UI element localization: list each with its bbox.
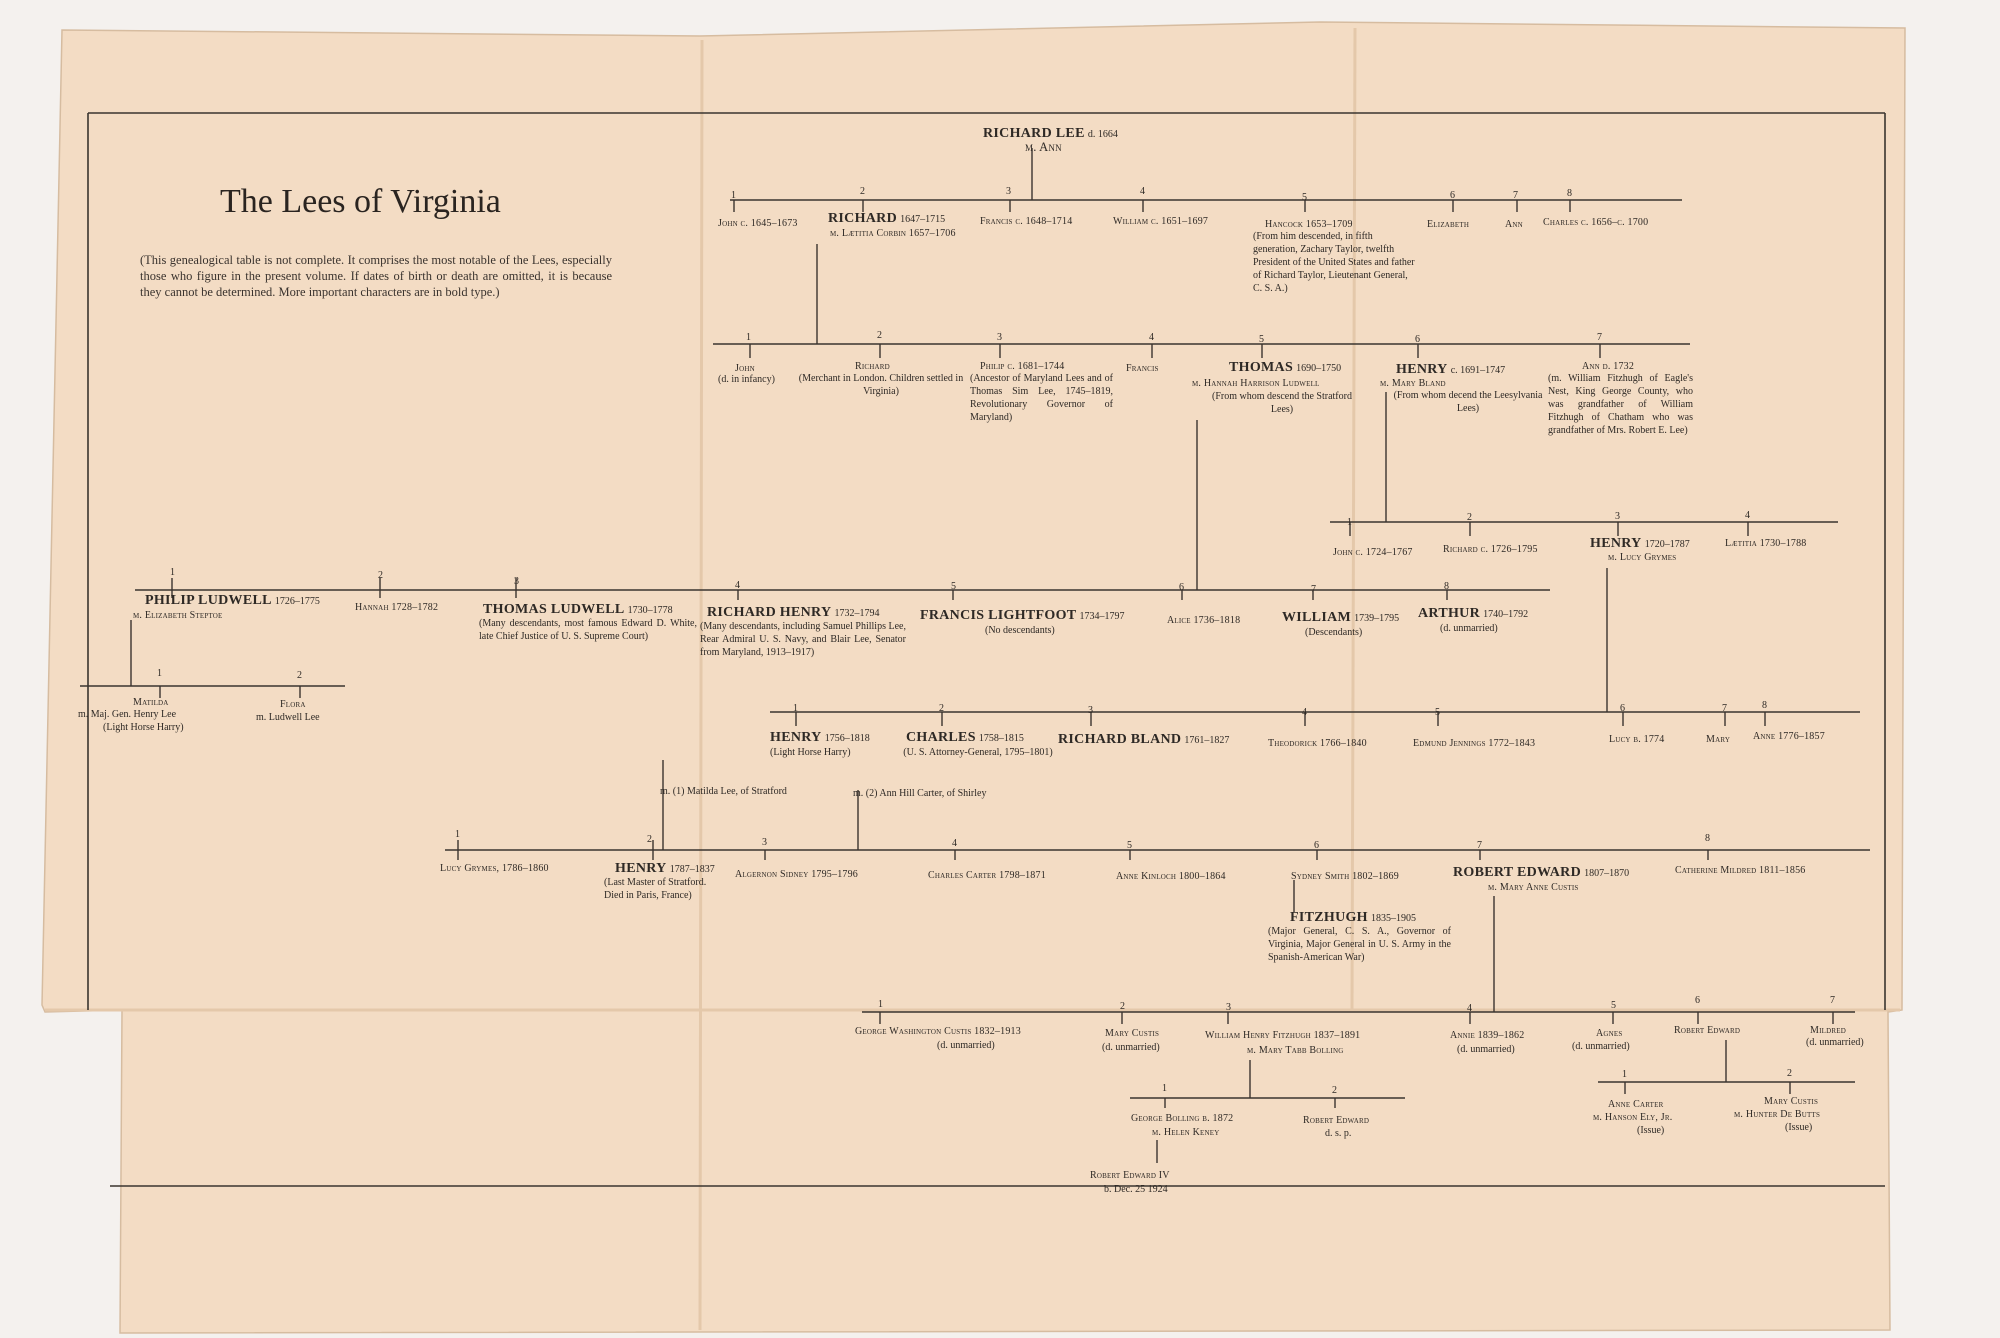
re-child-annie: Annie 1839–1862 (1450, 1030, 1525, 1041)
matilda-spouse-note: (Light Horse Harry) (103, 722, 184, 733)
flora-spouse: m. Ludwell Lee (256, 712, 320, 723)
gen1-richard (828, 212, 945, 227)
re-child-mary-custis: Mary Custis (1105, 1028, 1160, 1039)
henry2-child-edmund: Edmund Jennings 1772–1843 (1413, 738, 1536, 749)
re-child-number: 1 (878, 999, 883, 1010)
henry2-child-richard-bland (1058, 733, 1229, 748)
henry-child-richard: Richard c. 1726–1795 (1443, 544, 1538, 555)
richard-bland-dates: 1761–1827 (1184, 735, 1230, 746)
re-child-robert-edward: Robert Edward (1674, 1025, 1741, 1036)
thomas-ludwell-dates: 1730–1778 (627, 605, 673, 616)
re-child-mary-custis-note: (d. unmarried) (1102, 1042, 1160, 1053)
re6-child-anne-carter-spouse: m. Hanson Ely, Jr. (1593, 1112, 1673, 1123)
lhh-child-number: 1 (455, 829, 460, 840)
henry-child-number: 3 (1615, 511, 1620, 522)
gen2-ann-note: (m. William Fitzhugh of Eagle's Nest, King George County, who was grandfather of William Fitzhugh of Chatham who was grandfather of Mrs. Robert E. Lee) (1548, 373, 1693, 436)
henry-child-henry-dates: 1720–1787 (1644, 539, 1690, 550)
gen1-number: 5 (1302, 192, 1307, 203)
re6-child-number: 1 (1622, 1069, 1627, 1080)
richard-henry-dates: 1732–1794 (834, 608, 880, 619)
whf-child-number: 1 (1162, 1083, 1167, 1094)
gen1-francis: Francis c. 1648–1714 (980, 216, 1073, 227)
gen1-charles: Charles c. 1656–c. 1700 (1543, 217, 1649, 228)
gen1-john: John c. 1645–1673 (718, 218, 798, 229)
lhh-child-number: 5 (1127, 840, 1132, 851)
henry-child-number: 2 (1467, 512, 1472, 523)
henry2-child-number: 3 (1088, 705, 1093, 716)
philip-child-number: 1 (157, 668, 162, 679)
henry2-child-mary: Mary (1706, 734, 1731, 745)
re6-child-mary-custis: Mary Custis (1764, 1096, 1819, 1107)
gen2-thomas-dates: 1690–1750 (1296, 363, 1342, 374)
fitzhugh-dates: 1835–1905 (1370, 913, 1416, 924)
philip-child-matilda: Matilda (133, 697, 169, 708)
gen1-richard-name: RICHARD (828, 211, 897, 226)
henry-child-laetitia: Lætitia 1730–1788 (1725, 538, 1807, 549)
gen2-number: 6 (1415, 334, 1420, 345)
lhh-child-sydney-smith: Sydney Smith 1802–1869 (1291, 871, 1399, 882)
re-child-whf-spouse: m. Mary Tabb Bolling (1247, 1045, 1344, 1056)
lhh-child-henry (615, 862, 715, 877)
charles-name: CHARLES (906, 730, 976, 745)
thomas-child-richard-henry (707, 606, 879, 621)
root-dates: d. 1664 (1087, 129, 1118, 140)
gen2-thomas-spouse: m. Hannah Harrison Ludwell (1192, 378, 1320, 389)
henry-stratford-dates: 1787–1837 (669, 864, 715, 875)
lhh-child-number: 7 (1477, 840, 1482, 851)
gen2-ann: Ann d. 1732 (1582, 361, 1635, 372)
robert-edward-spouse: m. Mary Anne Custis (1488, 882, 1579, 893)
gen1-richard-spouse: m. Lætitia Corbin 1657–1706 (830, 228, 956, 239)
gen1-elizabeth: Elizabeth (1427, 219, 1470, 230)
lhh-child-charles-carter: Charles Carter 1798–1871 (928, 870, 1046, 881)
re6-child-mary-custis-issue: (Issue) (1785, 1122, 1813, 1133)
thomas-child-philip-name: PHILIP LUDWELL (145, 593, 272, 608)
re-child-whf: William Henry Fitzhugh 1837–1891 (1205, 1030, 1361, 1041)
thomas-child-philip (145, 594, 320, 609)
robert-edward-name: ROBERT EDWARD (1453, 865, 1582, 880)
arthur-note: (d. unmarried) (1440, 623, 1498, 634)
gen1-richard-dates: 1647–1715 (900, 214, 946, 225)
thomas-child-number: 6 (1179, 582, 1184, 593)
gen1-number: 2 (860, 186, 865, 197)
lhh-child-number: 6 (1314, 840, 1319, 851)
henry-child-john: John c. 1724–1767 (1333, 547, 1413, 558)
gen2-henry-name: HENRY (1396, 362, 1448, 377)
gen2-henry-spouse: m. Mary Bland (1380, 378, 1446, 389)
philip-child-flora: Flora (280, 699, 306, 710)
charles-note: (U. S. Attorney-General, 1795–1801) (903, 747, 1053, 758)
thomas-ludwell-name: THOMAS LUDWELL (483, 602, 625, 617)
henry2-child-number: 8 (1762, 700, 1767, 711)
gen2-number: 5 (1259, 334, 1264, 345)
root-name: RICHARD LEE (983, 126, 1085, 141)
gen1-number: 8 (1567, 188, 1572, 199)
thomas-child-francis-lightfoot (920, 609, 1125, 624)
gen2-number: 3 (997, 332, 1002, 343)
henry-child-number: 4 (1745, 510, 1750, 521)
fitzhugh-note: (Major General, C. S. A., Governor of Virginia, Major General in U. S. Army in the Spanish-American War) (1268, 926, 1451, 963)
gen1-number: 4 (1140, 186, 1145, 197)
thomas-ludwell-note: (Many descendants, most famous Edward D. White, late Chief Justice of U. S. Supreme Court) (479, 618, 697, 642)
thomas-child-thomas-ludwell (483, 603, 673, 618)
gen2-henry-note: (From whom decend the Leesylvania Lees) (1393, 390, 1543, 414)
henry2-child-anne: Anne 1776–1857 (1753, 731, 1825, 742)
re-child-number: 5 (1611, 1000, 1616, 1011)
gen1-number: 6 (1450, 190, 1455, 201)
re6-child-anne-carter-issue: (Issue) (1637, 1125, 1665, 1136)
lhh-dates: 1756–1818 (824, 733, 870, 744)
gen2-philip: Philip c. 1681–1744 (980, 361, 1065, 372)
robert-edward-iv: Robert Edward IV (1090, 1170, 1170, 1181)
william-dates: 1739–1795 (1354, 613, 1400, 624)
re-child-number: 7 (1830, 995, 1835, 1006)
arthur-name: ARTHUR (1418, 606, 1480, 621)
lhh-child-number: 3 (762, 837, 767, 848)
henry2-child-lucy: Lucy b. 1774 (1609, 734, 1665, 745)
henry2-child-number: 7 (1722, 703, 1727, 714)
henry2-child-charles (906, 731, 1024, 746)
gen1-number: 7 (1513, 190, 1518, 201)
henry2-child-number: 5 (1435, 707, 1440, 718)
henry2-child-henry (770, 731, 870, 746)
lhh-child-catherine: Catherine Mildred 1811–1856 (1675, 865, 1806, 876)
william-note: (Descendants) (1305, 627, 1363, 638)
henry2-child-number: 6 (1620, 703, 1625, 714)
thomas-child-number: 5 (951, 581, 956, 592)
matilda-spouse: m. Maj. Gen. Henry Lee (78, 709, 177, 720)
thomas-child-number: 4 (735, 580, 740, 591)
whf-child-george-bolling: George Bolling b. 1872 (1131, 1113, 1234, 1124)
thomas-child-alice: Alice 1736–1818 (1167, 615, 1241, 626)
francis-lightfoot-note: (No descendants) (985, 625, 1055, 636)
henry2-child-number: 1 (793, 703, 798, 714)
re-child-annie-note: (d. unmarried) (1457, 1044, 1515, 1055)
re6-child-mary-custis-spouse: m. Hunter De Butts (1734, 1109, 1821, 1120)
henry-child-henry-spouse: m. Lucy Grymes (1608, 552, 1677, 563)
robert-edward-dates: 1807–1870 (1584, 868, 1630, 879)
gen1-hancock-note: (From him descended, in fifth generation, Zachary Taylor, twelfth President of the United States and father of Richard Taylor, Lieutenant General, C. S. A.) (1253, 231, 1415, 294)
fitzhugh-name: FITZHUGH (1290, 910, 1368, 925)
re-child-number: 2 (1120, 1001, 1125, 1012)
gen2-thomas-note: (From whom descend the Stratford Lees) (1212, 391, 1352, 415)
charles-dates: 1758–1815 (978, 733, 1024, 744)
gen2-philip-note: (Ancestor of Maryland Lees and of Thomas Sim Lee, 1745–1819, Revolutionary Governor of Maryland) (970, 373, 1113, 423)
gen1-number: 1 (731, 190, 736, 201)
francis-lightfoot-name: FRANCIS LIGHTFOOT (920, 608, 1077, 623)
thomas-child-number: 1 (170, 567, 175, 578)
re6-child-number: 2 (1787, 1068, 1792, 1079)
lhh-first-marriage: m. (1) Matilda Lee, of Stratford (660, 786, 787, 797)
lhh-child-number: 2 (647, 834, 652, 845)
thomas-child-philip-dates: 1726–1775 (274, 596, 320, 607)
gen2-number: 2 (877, 330, 882, 341)
re-child-number: 3 (1226, 1002, 1231, 1013)
richard-bland-name: RICHARD BLAND (1058, 732, 1182, 747)
whf-child-robert-edward: Robert Edward (1303, 1115, 1370, 1126)
gen2-richard: Richard (855, 361, 890, 372)
re6-child-anne-carter: Anne Carter (1608, 1099, 1664, 1110)
gen2-john-note: (d. in infancy) (718, 374, 775, 385)
re-child-agnes: Agnes (1596, 1028, 1623, 1039)
root-spouse: m. Ann (1025, 140, 1062, 154)
henry2-child-number: 4 (1302, 707, 1307, 718)
henry-child-number: 1 (1347, 517, 1352, 528)
gen1-william: William c. 1651–1697 (1113, 216, 1209, 227)
gen2-number: 4 (1149, 332, 1154, 343)
page-title: The Lees of Virginia (220, 183, 501, 220)
henry2-child-theodorick: Theodorick 1766–1840 (1268, 738, 1367, 749)
re-child-gwc: George Washington Custis 1832–1913 (855, 1026, 1021, 1037)
re-child-agnes-note: (d. unmarried) (1572, 1041, 1630, 1052)
richard-henry-note: (Many descendants, including Samuel Phillips Lee, Rear Admiral U. S. Navy, and Blair Lee, Senator from Maryland, 1913–1917) (700, 621, 906, 658)
gen2-number: 7 (1597, 332, 1602, 343)
gen2-francis: Francis (1126, 363, 1159, 374)
gen2-henry (1396, 363, 1505, 378)
thomas-child-arthur (1418, 607, 1528, 622)
francis-lightfoot-dates: 1734–1797 (1079, 611, 1125, 622)
thomas-child-william (1282, 611, 1399, 626)
lhh-child-number: 8 (1705, 833, 1710, 844)
gen2-number: 1 (746, 332, 751, 343)
re-child-number: 6 (1695, 995, 1700, 1006)
gen2-john: John (735, 363, 755, 374)
gen1-ann: Ann (1505, 219, 1523, 230)
thomas-child-number: 3 (514, 576, 519, 587)
arthur-dates: 1740–1792 (1483, 609, 1529, 620)
henry-child-henry-name: HENRY (1590, 536, 1642, 551)
lhh-child-anne-kinloch: Anne Kinloch 1800–1864 (1116, 871, 1226, 882)
whf-child-george-bolling-spouse: m. Helen Keney (1152, 1127, 1220, 1138)
gen2-henry-dates: c. 1691–1747 (1450, 365, 1506, 376)
gen2-richard-note: (Merchant in London. Children settled in Virginia) (798, 373, 964, 397)
lhh-child-algernon: Algernon Sidney 1795–1796 (735, 869, 858, 880)
re-child-gwc-note: (d. unmarried) (937, 1040, 995, 1051)
thomas-child-hannah: Hannah 1728–1782 (355, 602, 439, 613)
henry-child-henry (1590, 537, 1690, 552)
fitzhugh-person (1290, 911, 1416, 926)
whf-child-number: 2 (1332, 1085, 1337, 1096)
philip-child-number: 2 (297, 670, 302, 681)
lhh-name: HENRY (770, 730, 822, 745)
intro-note: (This genealogical table is not complete. It comprises the most notable of the Lees, especially those who figure in the present volume. If dates of birth or death are omitted, it is because they cannot be determined. More important characters are in bold type.) (140, 253, 612, 299)
gen1-number: 3 (1006, 186, 1011, 197)
lhh-child-lucy-grymes: Lucy Grymes, 1786–1860 (440, 863, 549, 874)
gen1-hancock: Hancock 1653–1709 (1265, 219, 1353, 230)
re-child-mildred-note: (d. unmarried) (1806, 1037, 1864, 1048)
thomas-child-number: 7 (1311, 584, 1316, 595)
lhh-second-marriage: m. (2) Ann Hill Carter, of Shirley (853, 788, 987, 799)
henry-stratford-name: HENRY (615, 861, 667, 876)
richard-henry-name: RICHARD HENRY (707, 605, 832, 620)
thomas-child-philip-spouse: m. Elizabeth Steptoe (133, 610, 223, 621)
william-name: WILLIAM (1282, 610, 1351, 625)
robert-edward-iv-birth: b. Dec. 25 1924 (1104, 1184, 1168, 1195)
whf-child-robert-edward-note: d. s. p. (1325, 1128, 1352, 1139)
re-child-mildred: Mildred (1810, 1025, 1846, 1036)
gen2-thomas-name: THOMAS (1229, 360, 1294, 375)
thomas-child-number: 2 (378, 570, 383, 581)
henry2-child-number: 2 (939, 703, 944, 714)
lhh-note: (Light Horse Harry) (770, 747, 851, 758)
henry-stratford-note: (Last Master of Stratford. Died in Paris, France) (604, 877, 707, 901)
thomas-child-number: 8 (1444, 581, 1449, 592)
lhh-child-robert-edward (1453, 866, 1629, 881)
lhh-child-number: 4 (952, 838, 957, 849)
re-child-number: 4 (1467, 1003, 1472, 1014)
gen2-thomas (1229, 361, 1341, 376)
